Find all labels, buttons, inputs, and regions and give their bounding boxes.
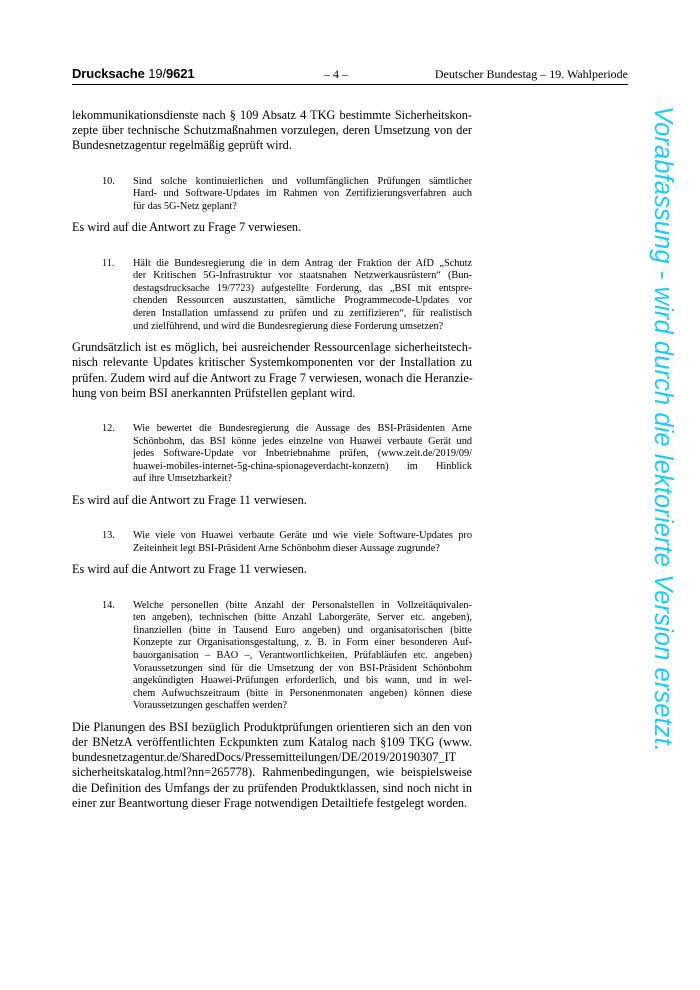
text-line: einer zur Beantwortung dieser Frage notwendigen Detailtiefe festgelegt worden. (72, 795, 468, 810)
text-line: Hard- und Software-Updates im Rahmen von Zertifizierungsverfahren auch (133, 188, 472, 200)
text-line: jedes Software-Update vor Inbetriebnahme prüfen, (www.zeit.de/2019/09/ (133, 448, 472, 460)
text-line: zepte über technische Schutzmaßnahmen vorzulegen, deren Umsetzung von der (72, 123, 472, 138)
question-number: 13. (102, 530, 115, 542)
page-header (72, 66, 628, 85)
text-line: bundesnetzagentur.de/SharedDocs/Pressemitteilungen/DE/2019/20190307_IT (72, 750, 457, 765)
text-line: Wie bewertet die Bundesregierung die Aussage des BSI-Präsidenten Arne (133, 422, 472, 434)
question-text (133, 423, 472, 486)
question-number: 10. (102, 175, 115, 187)
answer-11 (72, 340, 472, 401)
page-number: – 4 – (324, 67, 348, 81)
text-line: Schönbohm, das BSI könne jedes einzelne von Huawei verbaute Gerät und (133, 435, 472, 447)
text-line: huawei-mobiles-internet-5g-china-spionageverdacht-konzern) im Hinblick (133, 460, 472, 472)
publisher: Deutscher Bundestag – 19. Wahlperiode (434, 67, 628, 81)
answer-10: Es wird auf die Antwort zu Frage 7 verwiesen. (72, 220, 302, 235)
document-body (72, 108, 472, 811)
question-number: 12. (102, 422, 115, 434)
text-line: der BNetzA veröffentlichten Eckpunkten zum Katalog nach §109 TKG (www. (72, 735, 472, 750)
question-13 (72, 530, 472, 555)
text-line: prüfen. Zudem wird auf die Antwort zu Frage 7 verwiesen, wonach die Heranzie- (72, 370, 473, 385)
question-text (133, 600, 472, 713)
text-line: für das 5G-Netz geplant? (133, 200, 237, 212)
text-line: destagsdrucksache 19/7723) aufgestellte Forderung, das „BSI mit entspre- (133, 282, 472, 294)
question-14 (72, 600, 472, 713)
text-line: Zeiteinheit legt BSI-Präsident Arne Schönbohm dieser Aussage zugrunde? (133, 542, 440, 554)
doc-prefix: 19/ (148, 66, 167, 81)
text-line: Bundesnetzagentur regelmäßig geprüft wird. (72, 138, 292, 153)
question-text (133, 258, 472, 334)
question-text (133, 530, 472, 555)
doc-label: Drucksache (72, 66, 145, 81)
draft-watermark: Vorabfassung - wird durch die lektorierte Version ersetzt. (649, 106, 677, 752)
answer-13: Es wird auf die Antwort zu Frage 11 verwiesen. (72, 562, 307, 577)
question-10 (72, 176, 472, 214)
text-line: Voraussetzungen geschaffen werden? (133, 700, 288, 712)
text-line: Hält die Bundesregierung die in dem Antrag der Fraktion der AfD „Schutz (133, 257, 472, 269)
text-line: Grundsätzlich ist es möglich, bei ausreichender Ressourcenlage sicherheitstech- (72, 340, 472, 355)
intro-paragraph (72, 108, 472, 154)
text-line: Voraussetzungen sind für die Umsetzung der von BSI-Präsident Schönbohm (133, 662, 472, 674)
text-line: auf ihre Umsetzbarkeit? (133, 473, 232, 485)
question-11 (72, 258, 472, 334)
question-number: 11. (102, 257, 115, 269)
text-line: lekommunikationsdienste nach § 109 Absatz 4 TKG bestimmte Sicherheitskon- (72, 108, 472, 122)
text-line: Welche personellen (bitte Anzahl der Personalstellen in Vollzeitäquivalen- (133, 599, 472, 611)
answer-14 (72, 720, 472, 811)
document-number (72, 66, 195, 81)
text-line: sicherheitskatalog.html?nn=265778). Rahmenbedingungen, wie beispielsweise (72, 765, 472, 780)
text-line: der Kritischen 5G-Infrastruktur vor staatsnahen Netzwerkausrüstern“ (Bun- (133, 270, 472, 282)
doc-number: 9621 (166, 66, 195, 81)
text-line: die Definition des Umfangs der zu prüfenden Produktklassen, sind noch nicht in (72, 780, 472, 795)
text-line: deren Installation umfassend zu prüfen und zu zertifizieren“, für realistisch (133, 307, 472, 319)
text-line: Wie viele von Huawei verbaute Geräte und wie viele Software-Updates pro (133, 530, 472, 542)
question-text (133, 176, 472, 214)
text-line: chem Aufwuchszeitraum (bitte in Personenmonaten angeben) können diese (133, 687, 472, 699)
text-line: angekündigten Huawei-Prüfungen erforderlich, und bis wann, und in wel- (133, 675, 472, 687)
question-number: 14. (102, 599, 115, 611)
text-line: Konzepte zur Organisationsgestaltung, z. B. in Form einer besonderen Auf- (133, 637, 472, 649)
text-line: bauorganisation – BAO –, Verantwortlichkeiten, Prüfabläufen etc. angeben) (133, 649, 472, 661)
text-line: Sind solche kontinuierlichen und vollumfänglichen Prüfungen sämtlicher (133, 175, 472, 187)
text-line: hung von beim BSI anerkannten Prüfstellen geplant wird. (72, 385, 356, 400)
text-line: und zielführend, und wird die Bundesregierung diese Forderung umsetzen? (133, 320, 444, 332)
text-line: chenden Ressourcen auszustatten, sämtliche Programmecode-Updates vor (133, 295, 472, 307)
text-line: Die Planungen des BSI bezüglich Produktprüfungen orientieren sich an den von (72, 719, 472, 734)
text-line: nisch relevante Updates kritischer Systemkomponenten vor der Installation zu (72, 355, 472, 370)
answer-12: Es wird auf die Antwort zu Frage 11 verwiesen. (72, 492, 307, 507)
question-12 (72, 423, 472, 486)
text-line: finanziellen (bitte in Tausend Euro angeben) und organisatorischen (bitte (133, 624, 472, 636)
text-line: ten angeben), technischen (bitte Anzahl Laborgeräte, Server etc. angeben), (133, 612, 472, 624)
